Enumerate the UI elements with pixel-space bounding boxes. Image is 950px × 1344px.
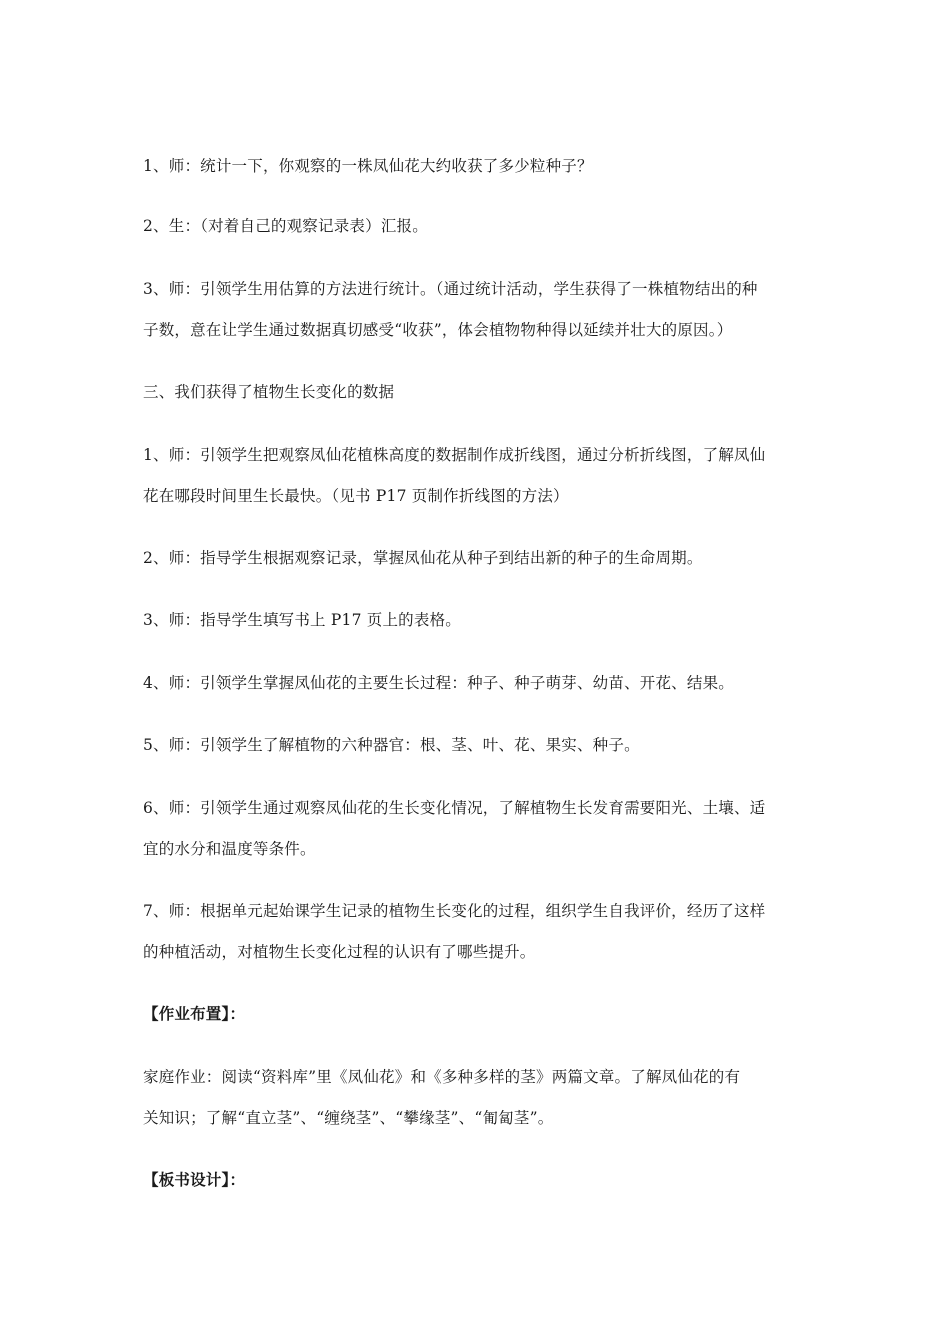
paragraph-line: 7、师：根据单元起始课学生记录的植物生长变化的过程，组织学生自我评价，经历了这样 [143, 902, 766, 920]
paragraph-line: 6、师：引领学生通过观察凤仙花的生长变化情况，了解植物生长发育需要阳光、土壤、适 [143, 799, 766, 817]
paragraph-line: 家庭作业：阅读“资料库”里《凤仙花》和《多种多样的茎》两篇文章。了解凤仙花的有 [143, 1068, 741, 1086]
paragraph-line: 宜的水分和温度等条件。 [143, 840, 316, 858]
homework-heading: 【作业布置】： [143, 1004, 246, 1023]
paragraph-line: 5、师：引领学生了解植物的六种器官：根、茎、叶、花、果实、种子。 [143, 736, 640, 754]
paragraph-line: 的种植活动，对植物生长变化过程的认识有了哪些提升。 [143, 943, 536, 961]
paragraph-line: 关知识；了解“直立茎”、“缠绕茎”、“攀缘茎”、“匍匐茎”。 [143, 1109, 554, 1127]
paragraph-line: 2、师：指导学生根据观察记录，掌握凤仙花从种子到结出新的种子的生命周期。 [143, 549, 703, 567]
paragraph-line: 2、生：（对着自己的观察记录表）汇报。 [143, 217, 428, 235]
section-heading: 三、我们获得了植物生长变化的数据 [143, 383, 395, 401]
paragraph-line: 花在哪段时间里生长最快。（见书 P17 页制作折线图的方法） [143, 487, 569, 505]
paragraph-line: 4、师：引领学生掌握凤仙花的主要生长过程：种子、种子萌芽、幼苗、开花、结果。 [143, 674, 734, 692]
paragraph-line: 1、师：引领学生把观察凤仙花植株高度的数据制作成折线图，通过分析折线图，了解凤仙 [143, 446, 766, 464]
paragraph-line: 3、师：引领学生用估算的方法进行统计。（通过统计活动，学生获得了一株植物结出的种 [143, 280, 758, 298]
paragraph-line: 1、师：统计一下，你观察的一株凤仙花大约收获了多少粒种子？ [143, 157, 593, 175]
paragraph-line: 3、师：指导学生填写书上 P17 页上的表格。 [143, 611, 461, 629]
paragraph-line: 子数，意在让学生通过数据真切感受“收获”，体会植物物种得以延续并壮大的原因。） [143, 321, 733, 339]
board-design-heading: 【板书设计】： [143, 1170, 246, 1189]
